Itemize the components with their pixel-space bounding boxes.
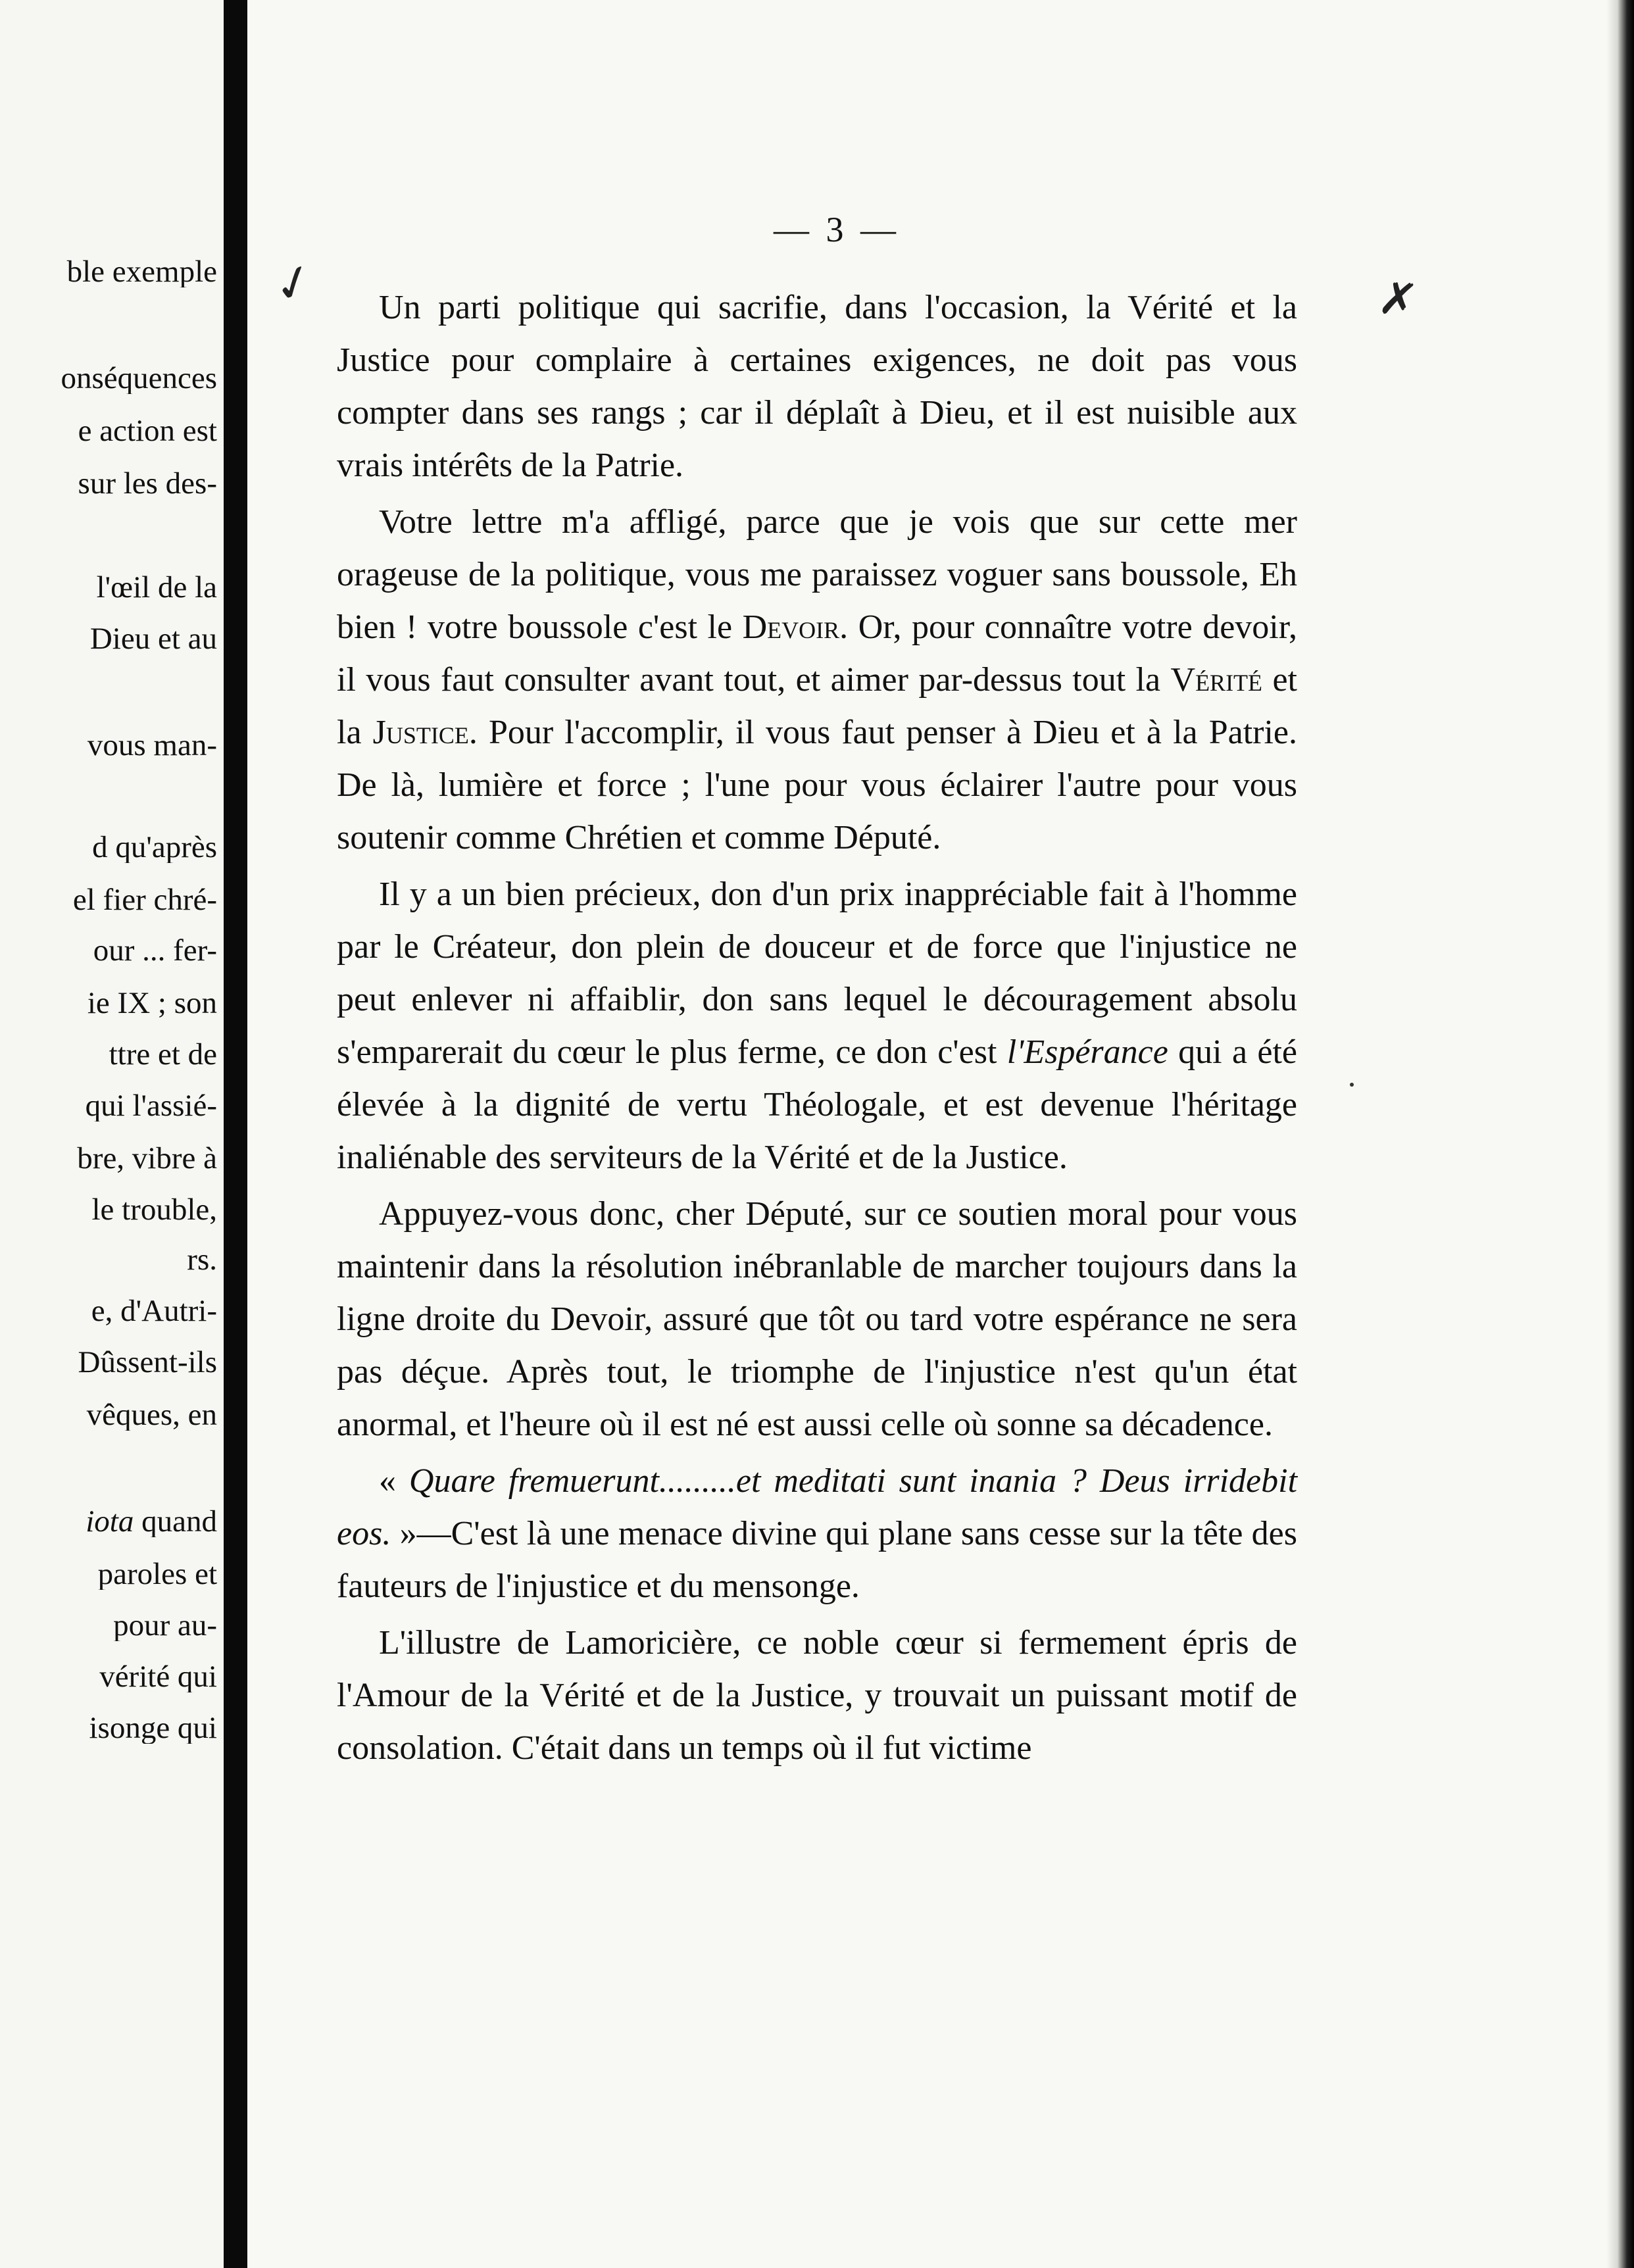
left-page-line: pour au-	[113, 1610, 217, 1641]
left-page-line: our ... fer-	[93, 935, 217, 966]
left-page-line: e action est	[78, 416, 217, 447]
italic-esperance: l'Espérance	[1006, 1033, 1168, 1071]
paragraph-text: Appuyez-vous donc, cher Député, sur ce soutien moral pour vous maintenir dans la résolution inébranlable de marcher toujours dans la ligne droite du Devoir, assuré que tôt ou tard votre espérance ne sera pas déçue. Après tout, le triomphe de l'injustice n'est qu'un état anormal, et l'heure où il est né est aussi celle où sonne sa décadence.	[337, 1195, 1297, 1443]
x-mark-annotation: ✗	[1375, 270, 1422, 329]
paragraph-4	[337, 1188, 1297, 1451]
paragraph-text: Il y a un bien précieux, don d'un prix inappréciable fait à l'homme par le Créateur, don plein de douceur et de force que l'injustice ne peut enlever ni affaiblir, don sans lequel le découragement absolu s'emparerait du cœur le plus ferme, ce don c'est	[337, 875, 1297, 1071]
left-page-line: vérité qui	[99, 1662, 217, 1692]
left-page-line: e, d'Autri-	[91, 1296, 217, 1327]
left-page-line: vêques, en	[86, 1400, 217, 1431]
left-page-line: Dieu et au	[89, 624, 217, 654]
paragraph-text: et la	[337, 661, 1297, 751]
small-caps-verite: Vérité	[1170, 661, 1263, 699]
paragraph-text: qui a été élevée à la dignité de vertu Théologale, et est devenue l'héritage inaliénable des serviteurs de la Vérité et de la Justice.	[337, 1033, 1297, 1176]
paragraph-3	[337, 868, 1297, 1184]
left-page-line: rs.	[187, 1245, 217, 1275]
left-page-line: ble exemple	[66, 257, 217, 287]
ink-speck	[1350, 1083, 1354, 1087]
paragraph-6	[337, 1617, 1297, 1775]
left-page-line: isonge qui	[89, 1713, 217, 1744]
paragraph-text: Un parti politique qui sacrifie, dans l'occasion, la Vérité et la Justice pour complaire à certaines exigences, ne doit pas vous compter dans ses rangs ; car il déplaît à Dieu, et il est nuisible aux vrais intérêts de la Patrie.	[337, 289, 1297, 484]
page-edge	[1606, 0, 1634, 2268]
left-page-line: paroles et	[97, 1559, 217, 1590]
paragraph-text: L'illustre de Lamoricière, ce noble cœur si fermement épris de l'Amour de la Vérité et de la Justice, y trouvait un puissant motif de consolation. C'était dans un temps où il fut victime	[337, 1624, 1297, 1767]
left-page-line: iota quand	[0, 1506, 217, 1537]
left-page-line: onséquences	[61, 363, 217, 394]
left-page-line: Dûssent-ils	[78, 1347, 217, 1378]
left-page-fragment	[0, 0, 224, 2268]
left-page-line: le trouble,	[91, 1195, 217, 1225]
italic-word: iota	[86, 1506, 134, 1537]
small-caps-justice: Justice	[372, 714, 469, 751]
paragraph-text: . Pour l'accomplir, il vous faut penser à Dieu et à la Patrie. De là, lumière et force ; l'une pour vous éclairer l'autre pour vous soutenir comme Chrétien et comme Député.	[337, 714, 1297, 856]
left-page-line: sur les des-	[78, 468, 217, 499]
page-number: — 3 —	[774, 210, 900, 249]
paragraph-1	[337, 282, 1297, 492]
left-page-line: d qu'après	[92, 832, 217, 863]
paragraph-text: . Or, pour connaître votre devoir, il vous faut consulter avant tout, et aimer par-dessus tout la	[337, 608, 1297, 699]
main-text	[337, 282, 1297, 1775]
small-caps-devoir: Devoir	[742, 608, 840, 646]
latin-quotation: Quare fremuerunt.........et meditati sunt inania ? Deus irridebit eos.	[337, 1462, 1298, 1552]
left-page-line: el fier chré-	[72, 885, 217, 916]
left-page-line: ttre et de	[109, 1039, 217, 1070]
left-page-line: qui l'assié-	[85, 1091, 217, 1122]
left-page-line: ie IX ; son	[87, 988, 217, 1019]
book-gutter	[224, 0, 247, 2268]
left-page-line: l'œil de la	[96, 572, 217, 603]
paragraph-text: «	[379, 1462, 409, 1500]
left-page-line: vous man-	[87, 730, 217, 761]
paragraph-text: »—C'est là une menace divine qui plane sans cesse sur la tête des fauteurs de l'injustice et du mensonge.	[337, 1515, 1297, 1605]
left-page-line: bre, vibre à	[77, 1143, 217, 1174]
paragraph-text: Votre lettre m'a affligé, parce que je vois que sur cette mer orageuse de la politique, vous me paraissez voguer sans boussole, Eh bien ! votre boussole c'est le	[337, 503, 1297, 646]
paragraph-5	[337, 1455, 1297, 1613]
check-mark-annotation: ✓	[266, 250, 322, 317]
paragraph-2	[337, 496, 1297, 864]
